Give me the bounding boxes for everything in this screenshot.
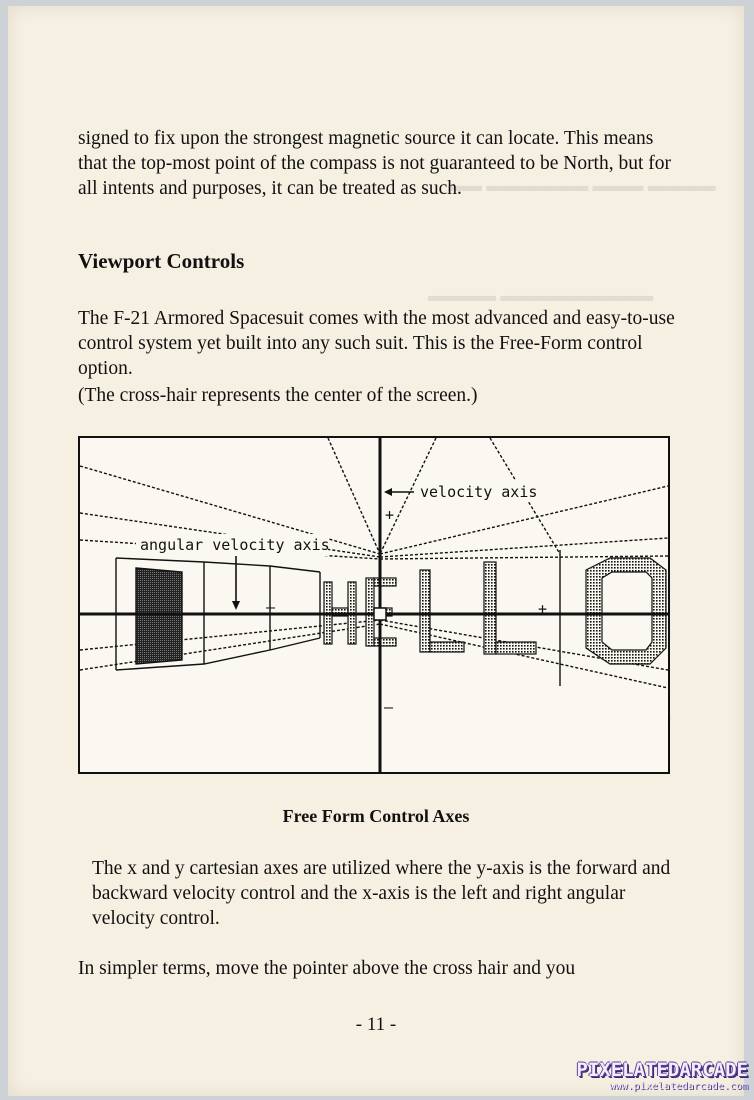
plus-marker-top: +: [385, 506, 395, 524]
angular-arrow-head: [232, 601, 240, 610]
figure-caption: Free Form Control Axes: [282, 806, 470, 826]
section-heading: Viewport Controls: [78, 249, 245, 273]
watermark-url: www.pixelatedarcade.com: [609, 1081, 748, 1092]
angular-velocity-axis-label: angular velocity axis: [140, 536, 330, 554]
watermark-title: PIXELATEDARCADE: [576, 1059, 748, 1081]
show-through-decor: ▬▬▬▬ ▬▬▬ ▬▬▬▬▬▬ ▬▬: [448, 176, 716, 195]
paragraph-simpler-terms: In simpler terms, move the pointer above the cross hair and you: [78, 958, 576, 979]
show-through-decor: ▬▬▬▬▬▬▬▬▬ ▬▬▬▬: [428, 286, 654, 305]
paragraph-intro: The F-21 Armored Spacesuit comes with the most advanced and easy-to-use control system yet built into any such suit. This is the Free-Form control option.: [78, 308, 675, 379]
page-number: - 11 -: [355, 1014, 397, 1035]
minus-marker-bottom: –: [384, 698, 394, 716]
paragraph-compass: signed to fix upon the strongest magnetic source it can locate. This means that the top-most point of the compass is not guaranteed to be North, but for all intents and purposes, it can be treated as such.: [78, 128, 672, 199]
free-form-axes-diagram: [78, 436, 670, 774]
door-shape: [136, 568, 182, 664]
velocity-arrow-head: [384, 488, 392, 496]
velocity-axis-label: velocity axis: [420, 483, 538, 501]
paragraph-crosshair-note: (The cross-hair represents the center of the screen.): [78, 385, 478, 406]
crosshair-center: [374, 608, 386, 620]
minus-marker-left: –: [266, 598, 276, 616]
watermark: [576, 1059, 748, 1092]
plus-marker-right: +: [538, 600, 548, 618]
manual-page: [8, 6, 744, 1096]
paragraph-axes: The x and y cartesian axes are utilized where the y-axis is the forward and backward velocity control and the x-axis is the left and right angular velocity control.: [92, 858, 671, 929]
diagram-canvas: [80, 438, 668, 772]
